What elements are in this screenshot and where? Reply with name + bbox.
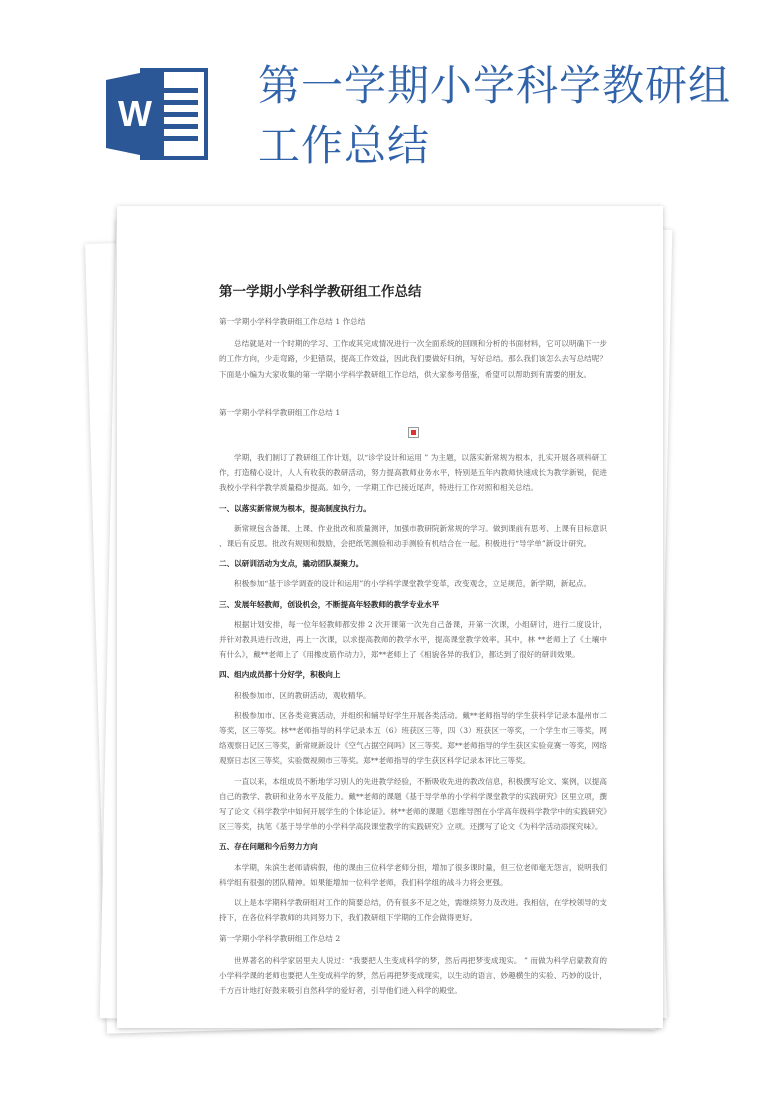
section-heading: 三、发展年轻教师，创设机会，不断提高年轻教师的教学专业水平 (219, 599, 440, 609)
section-heading: 一、以落实新常规为根本，提高制度执行力。 (219, 503, 371, 513)
document-body (219, 314, 607, 998)
paragraph: 积极参加“基于诊学调查的设计和运用”的小学科学课堂教学变革，改变观念，立足规范，新学期，新起点。 (234, 579, 592, 589)
page-title: 第一学期小学科学教研组工作总结 (258, 61, 732, 170)
section-heading: 四、组内成员都十分好学，积极向上 (219, 670, 341, 680)
section-subtitle: 第一学期小学科学教研组工作总结 1 (219, 407, 341, 417)
section-heading: 五、存在问题和今后努力方向 (219, 842, 318, 852)
paragraph: 积极参加市、区各类竞赛活动，并组织和辅导好学生开展各类活动。戴**老师指导的学生获科学记录本温州市二等奖，区三等奖。林**老师指导的科学记录本五（6）班获区三等，四（3）班获区一等奖，一个学生市三等奖，网络观察日记区三等奖，新常规新设计《空气占据空间吗》区三等奖。郑**老师指导的学生获区实验竞赛一等奖，网络观察日志区三等奖，实验微视频市三等奖。郑**老师指导的学生获区科学记录本评比三等奖。 (219, 710, 607, 766)
document-page (117, 206, 663, 1028)
section-subtitle: 第一学期小学科学教研组工作总结 1 作总结 (219, 317, 366, 326)
paragraph: 以上是本学期科学教研组对工作的简要总结，仍有很多不足之处，需继续努力及改进。我相信，在学校领导的支持下，在各位科学教师的共同努力下，我们教研组下学期的工作会做得更好。 (219, 898, 607, 923)
paragraph: 新常规包含备课、上课、作业批改和质量测评，加强市教研院新常规的学习。做到课前有思考、上课有目标意识 、课后有反思。批改有规则和鼓励，会把纸笔测验和动手测验有机结合在一起。积极进行“导学单”新设计研究。 (219, 523, 607, 549)
broken-image-icon (408, 427, 419, 438)
section-subtitle: 第一学期小学科学教研组工作总结 2 (219, 933, 341, 943)
paragraph: 学期，我们制订了教研组工作计划，以“诊学设计和运用 ” 为主题，以落实新常规为根本，扎实开展各项科研工作，打造精心设计，人人有收获的教研活动，努力提高教师业务水平，特别是五年内教师快速成长为教学新锐，促进我校小学科学教学质量稳步提高。如今，一学期工作已接近尾声，特进行工作对照和相关总结。 (219, 453, 607, 493)
word-icon-letter: W (118, 93, 152, 134)
paragraph: 一直以来，本组成员不断地学习别人的先进教学经验，不断吸收先进的教改信息，积极撰写论文、案例，以提高自己的教学、教研和业务水平及能力。戴**老师的课题《基于导学单的小学科学课堂教学的实践研究》区里立项，撰写了论文《科学教学中如何开展学生的个体论证》。林**老师的课题《思维导图在小学高年级科学教学中的实践研究》区三等奖，执笔《基于导学单的小学科学高段课堂教学的实践研究》立项。还撰写了论文《为科学活动添探究味》。 (219, 776, 607, 832)
section-heading: 二、以研训活动为支点，撬动团队凝聚力。 (219, 559, 364, 569)
word-document-icon (106, 66, 210, 162)
document-title: 第一学期小学科学教研组工作总结 (219, 284, 422, 300)
paragraph: 根据计划安排，每一位年轻教师都安排 2 次开课第一次先自己备课，开第一次课，小组研讨，进行二度设计，并针对教具进行改进，再上一次课，以求提高教师的教学水平，提高课堂教学效率。其中，林 **老师上了《土壤中有什么》，戴**老师上了《用橡皮筋作动力》，郑**老师上了《相貌各异的我们》，都达到了很好的研训效果。 (219, 619, 607, 660)
paragraph: 总结就是对一个时期的学习、工作或其完成情况进行一次全面系统的回顾和分析的书面材料，它可以明确下一步的工作方向，少走弯路，少犯错误，提高工作效益，因此我们要做好归纳，写好总结。那么我们该怎么去写总结呢？下面是小编为大家收集的第一学期小学科学教研组工作总结，供大家参考借鉴，希望可以帮助到有需要的朋友。 (219, 339, 607, 379)
paragraph-gap (219, 387, 607, 405)
paragraph: 世界著名的科学家居里夫人说过：“我要把人生变成科学的梦，然后再把梦变成现实。 ” 而做为科学启蒙教育的小学科学课的老师也要把人生变成科学的梦，然后再把梦变成现实，以生动的语言、妙趣横生的实验、巧妙的设计，千方百计地打好鼓来吸引自然科学的爱好者，引导他们进入科学的殿堂。 (219, 955, 607, 996)
paragraph: 积极参加市、区的教研活动，观收精华。 (234, 690, 371, 700)
paragraph: 本学期，朱滨生老师请病假，他的课由三位科学老师分担，增加了很多课时量，但三位老师毫无怨言，说明我们科学组有很强的团队精神。如果能增加一位科学老师，我们科学组的战斗力将会更强。 (219, 862, 607, 887)
